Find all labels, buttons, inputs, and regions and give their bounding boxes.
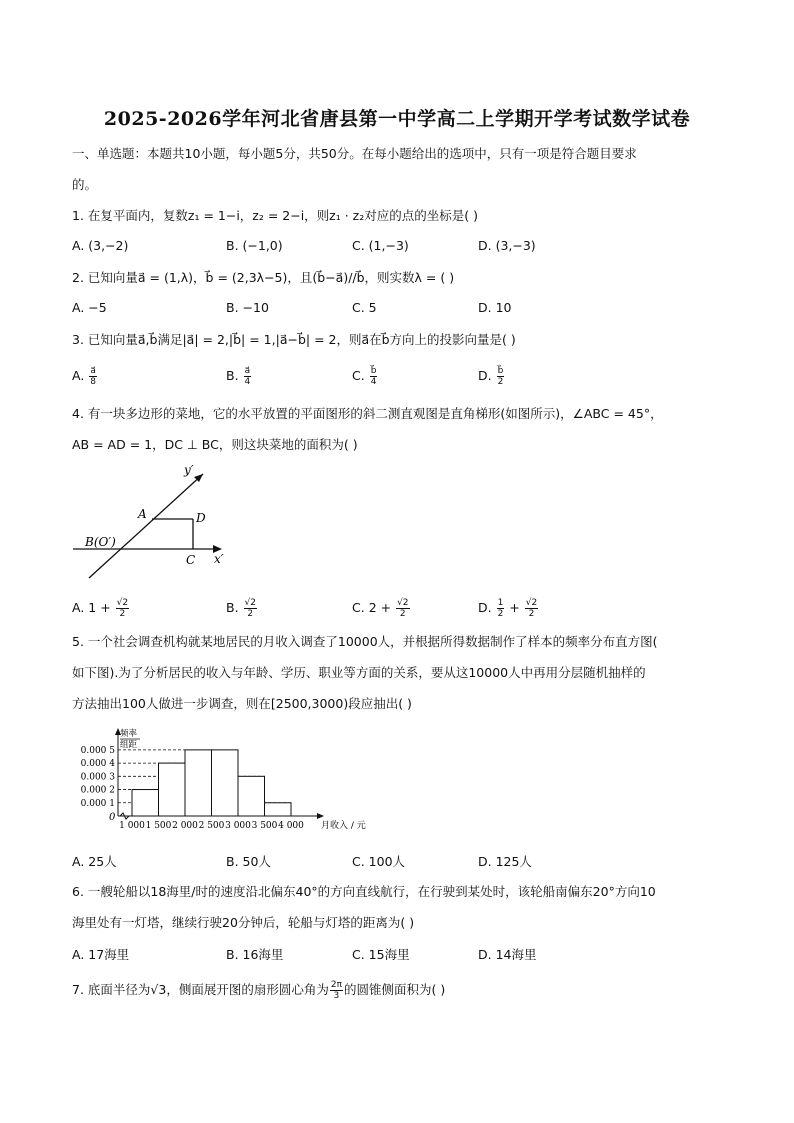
x-axis-arrow (317, 813, 324, 819)
origin-label: 0 (109, 812, 116, 823)
option-b: B. −10 (226, 300, 269, 315)
label-c: C (186, 553, 196, 567)
label-d: D (196, 511, 206, 525)
x-tick-label: 3 500 (251, 821, 278, 831)
x-tick-label: 1 500 (145, 821, 172, 831)
question-5-stem-cont2: 方法抽出100人做进一步调查，则在[2500,3000)段应抽出( ) (72, 696, 412, 711)
section-heading: 一、单选题：本题共10小题，每小题5分，共50分。在每小题给出的选项中，只有一项是符合题目要求 (72, 146, 637, 161)
frequency-histogram (70, 728, 390, 838)
question-5-stem-cont: 如下图).为了分析居民的收入与年龄、学历、职业等方面的关系，要从这10000人中再用分层随机抽样的 (72, 665, 646, 680)
question-3-options (72, 366, 752, 386)
histogram-bar (265, 803, 292, 816)
radius-value: √3 (150, 982, 167, 997)
option-a: A. (3,−2) (72, 238, 129, 253)
question-4-options (72, 598, 752, 618)
option-d: D. $\frac{1}{2}$ + $\frac{√2}{2}$ (478, 598, 538, 619)
y-tick-label: 0.000 4 (80, 759, 115, 770)
option-b: B. $\frac{√2}{2}$ (226, 598, 257, 619)
option-d: D. 14海里 (478, 947, 537, 962)
question-2-stem: 2. 已知向量a⃗ = (1,λ)，b⃗ = (2,3λ−5)，且(b⃗−a⃗)//b⃗，则实数λ = ( ) (72, 270, 455, 285)
histogram-bar (212, 750, 239, 816)
histogram-bar (159, 763, 186, 816)
question-6-stem: 6. 一艘轮船以18海里/时的速度沿北偏东40°的方向直线航行，在行驶到某处时，该轮船南偏东20°方向10 (72, 884, 656, 899)
question-6-options (72, 945, 752, 965)
question-1-options (72, 238, 752, 258)
section-heading-cont: 的。 (72, 177, 98, 192)
histogram-bar (185, 750, 212, 816)
x-axis-label: 月收入 / 元 (321, 821, 366, 831)
option-a: A. 17海里 (72, 947, 130, 962)
option-c: C. $\frac{b⃗}{4}$ (352, 366, 377, 387)
x-tick-label: 2 000 (172, 821, 198, 831)
y-tick-label: 0.000 5 (80, 745, 115, 756)
option-a: A. 25人 (72, 854, 117, 869)
x-tick-label: 1 000 (119, 821, 145, 831)
option-d: D. $\frac{b⃗}{2}$ (478, 366, 504, 387)
option-d: D. 125人 (478, 854, 532, 869)
option-a: A. −5 (72, 300, 107, 315)
question-6-stem-cont: 海里处有一灯塔，继续行驶20分钟后，轮船与灯塔的距离为( ) (72, 915, 415, 930)
question-7-stem: 7. 底面半径为√3，侧面展开图的扇形圆心角为 $\frac{2\pi}{3}$ 的圆锥侧面积为( ) (72, 980, 446, 1001)
histogram-bar (238, 776, 265, 816)
y-tick-label: 0.000 2 (80, 785, 115, 796)
oblique-figure (70, 460, 240, 585)
label-y: y′ (184, 463, 194, 477)
x-tick-label: 4 000 (278, 821, 304, 831)
question-4-stem-cont: AB = AD = 1，DC ⊥ BC，则这块菜地的面积为( ) (72, 437, 358, 452)
question-1-stem: 1. 在复平面内，复数z₁ = 1−i，z₂ = 2−i，则z₁ · z₂对应的点的坐标是( ) (72, 208, 478, 223)
option-b: B. 16海里 (226, 947, 284, 962)
option-a: A. $\frac{a⃗}{8}$ (72, 366, 97, 387)
option-b: B. $\frac{a⃗}{4}$ (226, 366, 251, 387)
question-2-options (72, 300, 752, 320)
option-b: B. 50人 (226, 854, 271, 869)
option-c: C. 15海里 (352, 947, 410, 962)
y-label-numerator: 频率 (120, 729, 138, 739)
option-c: C. 100人 (352, 854, 406, 869)
y-tick-label: 0.000 3 (80, 772, 115, 783)
label-x: x′ (214, 552, 224, 566)
option-d: D. 10 (478, 300, 512, 315)
option-b: B. (−1,0) (226, 238, 283, 253)
option-c: C. 5 (352, 300, 377, 315)
question-4-stem: 4. 有一块多边形的菜地，它的水平放置的平面图形的斜二测直观图是直角梯形(如图所示)，∠ABC = 45°， (72, 406, 663, 421)
y-tick-label: 0.000 1 (80, 798, 115, 809)
y-label-denominator: 组距 (120, 740, 138, 750)
label-a: A (138, 507, 147, 521)
x-tick-label: 3 000 (225, 821, 251, 831)
option-d: D. (3,−3) (478, 238, 536, 253)
histogram-bar (132, 790, 159, 816)
option-c: C. (1,−3) (352, 238, 409, 253)
x-tick-label: 2 500 (198, 821, 225, 831)
question-3-stem: 3. 已知向量a⃗,b⃗满足|a⃗| = 2,|b⃗| = 1,|a⃗−b⃗| = 2，则a⃗在b⃗方向上的投影向量是( ) (72, 332, 516, 347)
label-b: B(O′) (85, 535, 116, 549)
option-a: A. 1 + $\frac{√2}{2}$ (72, 598, 129, 619)
option-c: C. 2 + $\frac{√2}{2}$ (352, 598, 409, 619)
question-5-options (72, 852, 752, 872)
page-title: 2025-2026学年河北省唐县第一中学高二上学期开学考试数学试卷 (103, 108, 691, 130)
question-5-stem: 5. 一个社会调查机构就某地居民的月收入调查了10000人，并根据所得数据制作了样本的频率分布直方图( (72, 634, 658, 649)
